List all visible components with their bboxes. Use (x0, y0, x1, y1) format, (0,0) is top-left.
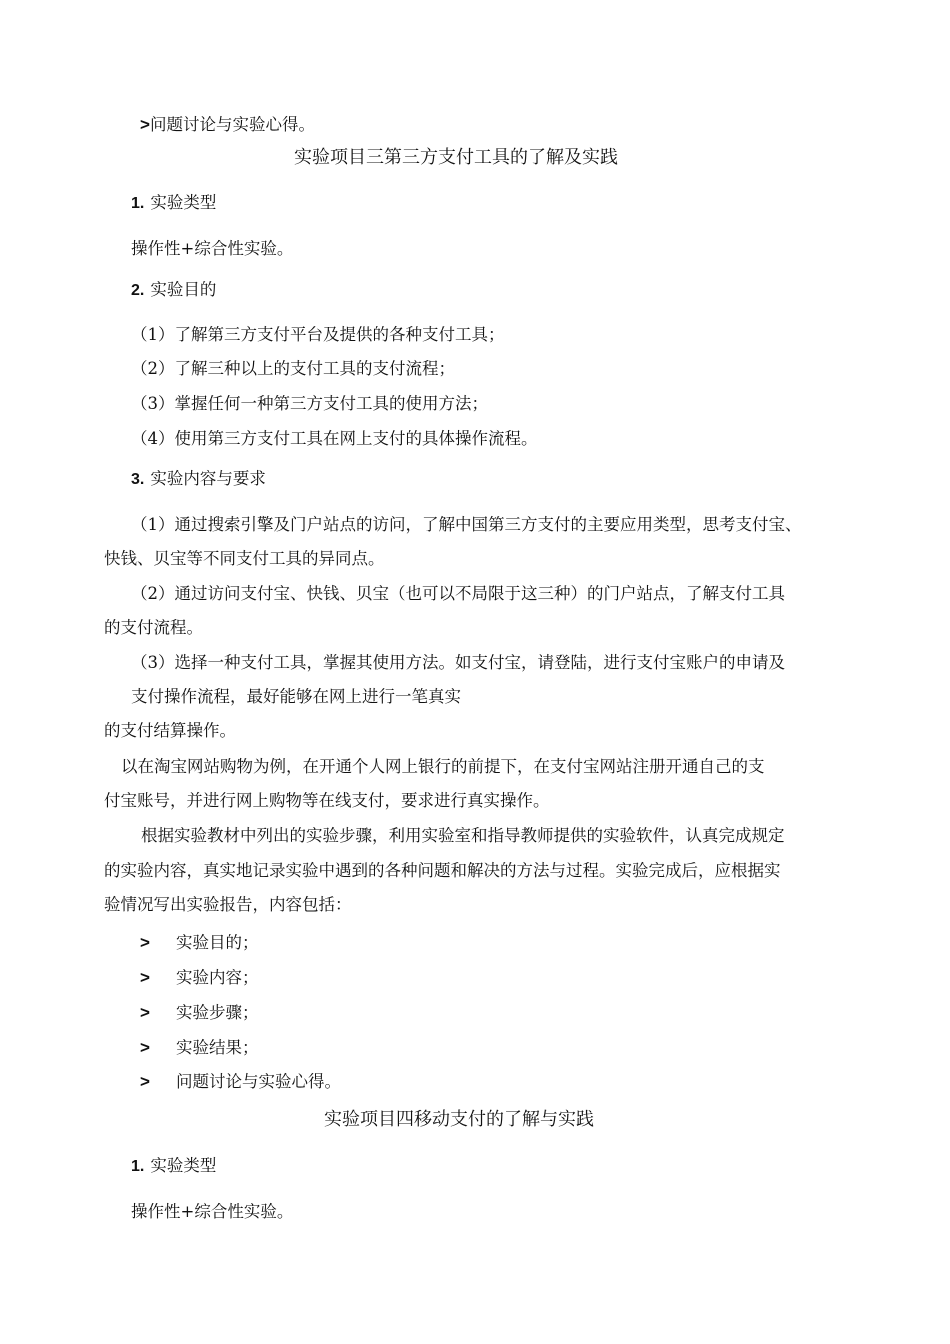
paragraph: 操作性+综合性实验。 (131, 1202, 294, 1221)
paragraph-line: 根据实验教材中列出的实验步骤，利用实验室和指导教师提供的实验软件，认真完成规定 (141, 826, 785, 845)
list-item: （4）使用第三方支付工具在网上支付的具体操作流程。 (131, 429, 538, 448)
section-title: 实验项目四移动支付的了解与实践 (324, 1109, 594, 1130)
paragraph-line: （3）选择一种支付工具，掌握其使用方法。如支付宝，请登陆，进行支付宝账户的申请及 (131, 653, 785, 672)
paragraph-line: 快钱、贝宝等不同支付工具的异同点。 (104, 549, 385, 568)
paragraph-line: 以在淘宝网站购物为例，在开通个人网上银行的前提下，在支付宝网站注册开通自己的支 (121, 757, 765, 776)
paragraph-line: 的支付结算操作。 (104, 721, 236, 740)
heading-number: 1. (131, 195, 145, 212)
bullet-text: 问题讨论与实验心得。 (149, 115, 315, 134)
section-heading (131, 279, 216, 302)
bullet-text: 实验内容； (176, 968, 259, 987)
section-heading (131, 192, 216, 215)
paragraph-line: 支付操作流程，最好能够在网上进行一笔真实 (131, 687, 461, 706)
chevron-right-icon: > (140, 933, 150, 952)
section-heading (131, 1155, 216, 1178)
list-item: （1）了解第三方支付平台及提供的各种支付工具； (131, 325, 505, 344)
paragraph-line: 的支付流程。 (104, 618, 203, 637)
chevron-right-icon: > (140, 1038, 150, 1057)
list-item: （3）掌握任何一种第三方支付工具的使用方法； (131, 394, 488, 413)
heading-number: 3. (131, 471, 145, 488)
heading-number: 1. (131, 1158, 145, 1175)
heading-label: 实验目的 (150, 280, 217, 299)
heading-label: 实验类型 (150, 1156, 217, 1175)
heading-label: 实验内容与要求 (150, 469, 266, 488)
heading-label: 实验类型 (150, 193, 217, 212)
bullet-text: 实验目的； (176, 933, 259, 952)
section-heading (131, 468, 266, 491)
list-item: （2）了解三种以上的支付工具的支付流程； (131, 359, 455, 378)
bullet-item (140, 114, 315, 136)
chevron-right-icon: > (140, 1072, 150, 1091)
paragraph-line: 付宝账号，并进行网上购物等在线支付，要求进行真实操作。 (104, 791, 550, 810)
paragraph-line: （2）通过访问支付宝、快钱、贝宝（也可以不局限于这三种）的门户站点，了解支付工具 (131, 584, 785, 603)
bullet-text: 实验结果； (176, 1038, 259, 1057)
chevron-right-icon: > (140, 115, 150, 134)
paragraph-line: 的实验内容，真实地记录实验中遇到的各种问题和解决的方法与过程。实验完成后，应根据实 (104, 861, 781, 880)
section-title: 实验项目三第三方支付工具的了解及实践 (294, 147, 618, 168)
bullet-text: 问题讨论与实验心得。 (176, 1072, 341, 1091)
heading-number: 2. (131, 282, 145, 299)
paragraph-line: 验情况写出实验报告，内容包括： (104, 895, 352, 914)
paragraph-line: （1）通过搜索引擎及门户站点的访问，了解中国第三方支付的主要应用类型，思考支付宝、 (131, 515, 802, 534)
chevron-right-icon: > (140, 1003, 150, 1022)
bullet-text: 实验步骤； (176, 1003, 259, 1022)
chevron-right-icon: > (140, 968, 150, 987)
paragraph: 操作性+综合性实验。 (131, 239, 294, 258)
